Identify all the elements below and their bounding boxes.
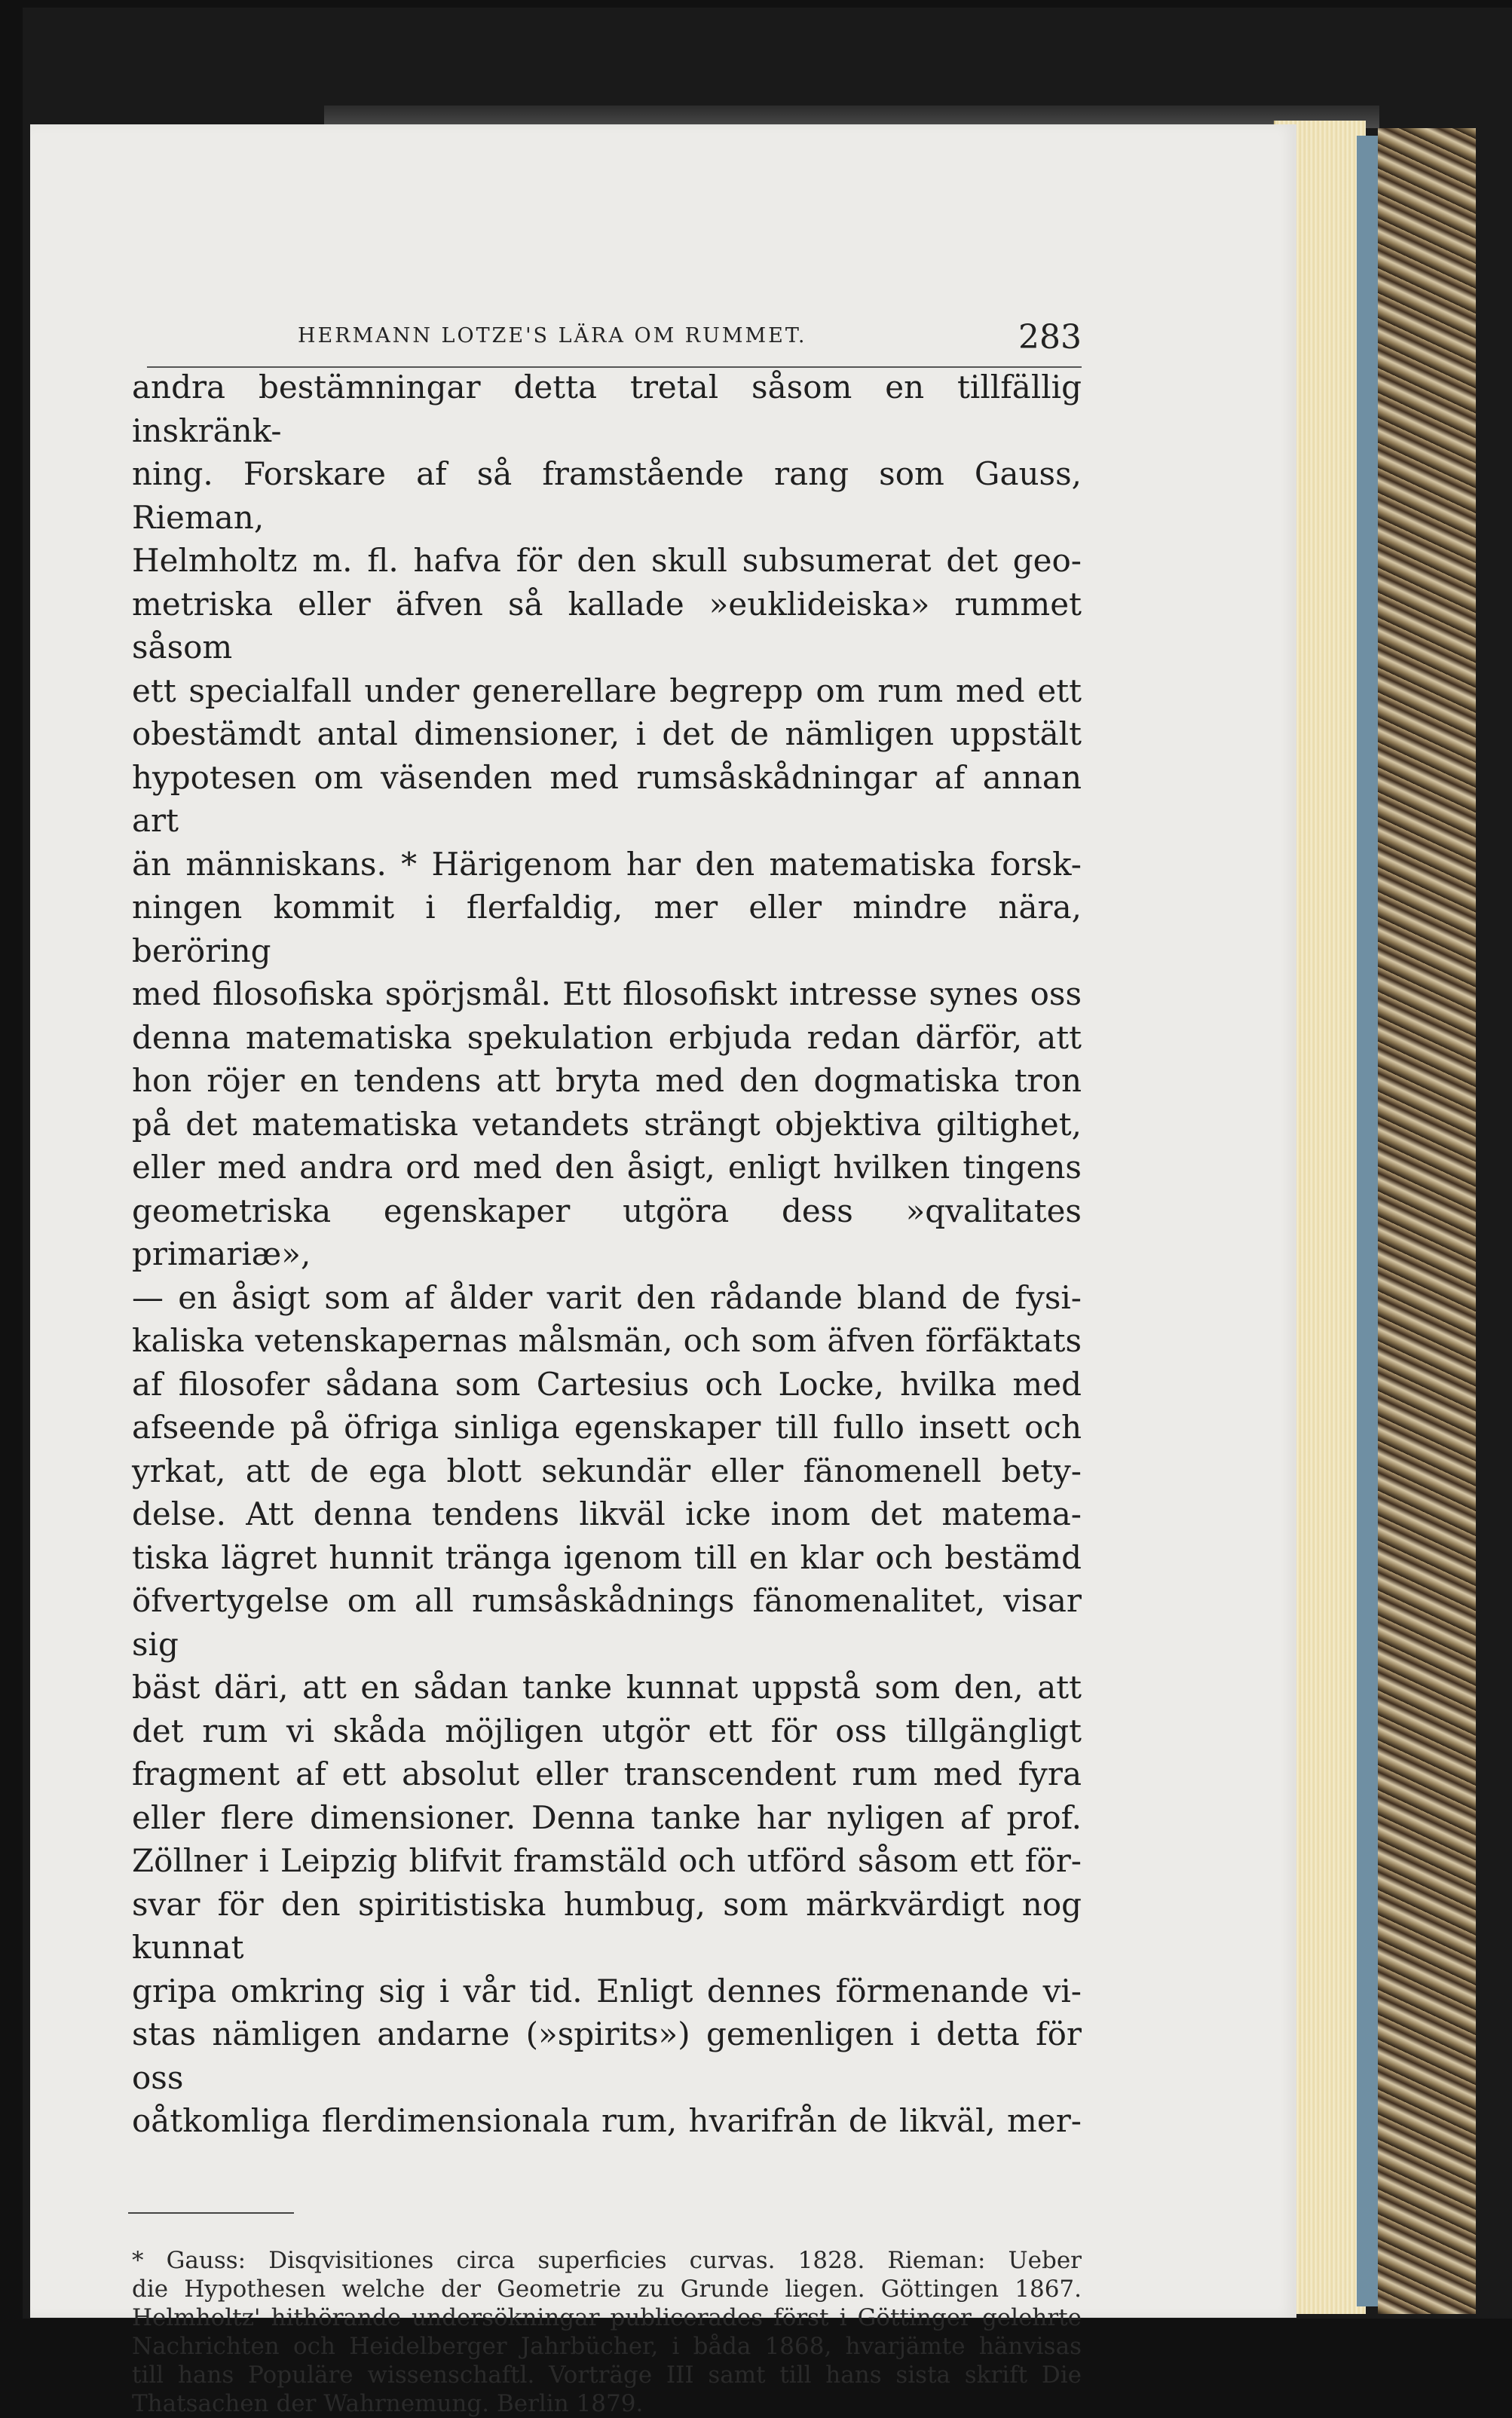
- text-line: geometriska egenskaper utgöra dess »qvalitates primariæ»,: [132, 1192, 1082, 1272]
- text-line: Zöllner i Leipzig blifvit framstäld och utförd såsom ett för-: [132, 1842, 1082, 1879]
- footnote-line: till hans Populäre wissenschaftl. Vorträge III samt till hans sista skrift Die: [132, 2361, 1082, 2389]
- running-title: HERMANN LOTZE'S LÄRA OM RUMMET.: [298, 324, 807, 347]
- text-line: svar för den spiritistiska humbug, som märkvärdigt nog kunnat: [132, 1885, 1082, 1966]
- text-line: på det matematiska vetandets strängt objektiva giltighet,: [132, 1105, 1082, 1143]
- text-line: af filosofer sådana som Cartesius och Locke, hvilka med: [132, 1365, 1082, 1403]
- footnote-line: die Hypothesen welche der Geometrie zu Grunde liegen. Göttingen 1867.: [132, 2276, 1082, 2303]
- footnote: [132, 2246, 1082, 2418]
- text-line: eller med andra ord med den åsigt, enligt hvilken tingens: [132, 1149, 1082, 1186]
- text-line: stas nämligen andarne (»spirits») gemenligen i detta för oss: [132, 2016, 1082, 2096]
- footnote-line: Helmholtz' hithörande undersökningar publicerades först i Göttinger gelehrte: [132, 2304, 1082, 2331]
- text-line: med filosofiska spörjsmål. Ett filosofiskt intresse synes oss: [132, 975, 1082, 1012]
- body-text: [132, 366, 1082, 2143]
- text-line: andra bestämningar detta tretal såsom en tillfällig inskränk-: [132, 369, 1082, 449]
- text-line: hypotesen om väsenden med rumsåskådningar af annan art: [132, 758, 1082, 839]
- running-head: [147, 318, 1082, 368]
- marbled-cover-edge: [1378, 128, 1476, 2314]
- text-line: tiska lägret hunnit tränga igenom till en klar och bestämd: [132, 1538, 1082, 1576]
- text-line: kaliska vetenskapernas målsmän, och som äfven förfäktats: [132, 1322, 1082, 1359]
- spine-cloth: [1357, 136, 1378, 2306]
- text-line: ett specialfall under generellare begrepp om rum med ett: [132, 672, 1082, 709]
- text-line: ningen kommit i flerfaldig, mer eller mindre nära, beröring: [132, 889, 1082, 969]
- text-line: oåtkomliga flerdimensionala rum, hvarifrån de likväl, mer-: [132, 2102, 1082, 2139]
- text-line: än människans. * Härigenom har den matematiska forsk-: [132, 845, 1082, 883]
- text-line: ning. Forskare af så framstående rang som Gauss, Rieman,: [132, 455, 1082, 536]
- text-line: fragment af ett absolut eller transcendent rum med fyra: [132, 1755, 1082, 1792]
- text-line: obestämdt antal dimensioner, i det de nämligen uppstält: [132, 715, 1082, 752]
- text-line: denna matematiska spekulation erbjuda redan därför, att: [132, 1018, 1082, 1056]
- text-line: yrkat, att de ega blott sekundär eller fänomenell bety-: [132, 1452, 1082, 1489]
- text-line: metriska eller äfven så kallade »euklideiska» rummet såsom: [132, 585, 1082, 666]
- text-line: delse. Att denna tendens likväl icke inom det matema-: [132, 1495, 1082, 1532]
- text-line: afseende på öfriga sinliga egenskaper till fullo insett och: [132, 1409, 1082, 1446]
- text-line: öfvertygelse om all rumsåskådnings fänomenalitet, visar sig: [132, 1582, 1082, 1663]
- footnote-divider: [128, 2212, 294, 2214]
- text-line: gripa omkring sig i vår tid. Enligt dennes förmenande vi-: [132, 1972, 1082, 2009]
- footnote-line: * Gauss: Disqvisitiones circa superficies curvas. 1828. Rieman: Ueber: [132, 2247, 1082, 2274]
- text-line: Helmholtz m. fl. hafva för den skull subsumerat det geo-: [132, 542, 1082, 579]
- footnote-line: Nachrichten och Heidelberger Jahrbücher, i båda 1868, hvarjämte hänvisas: [132, 2333, 1082, 2360]
- footnote-line: Thatsachen der Wahrnemung. Berlin 1879.: [132, 2390, 644, 2417]
- text-line: det rum vi skåda möjligen utgör ett för oss tillgängligt: [132, 1712, 1082, 1749]
- text-line: — en åsigt som af ålder varit den rådande bland de fysi-: [132, 1278, 1082, 1316]
- text-line: eller flere dimensioner. Denna tanke har nyligen af prof.: [132, 1798, 1082, 1836]
- text-line: hon röjer en tendens att bryta med den dogmatiska tron: [132, 1062, 1082, 1099]
- page-number: 283: [1018, 318, 1082, 357]
- text-line: bäst däri, att en sådan tanke kunnat uppstå som den, att: [132, 1669, 1082, 1706]
